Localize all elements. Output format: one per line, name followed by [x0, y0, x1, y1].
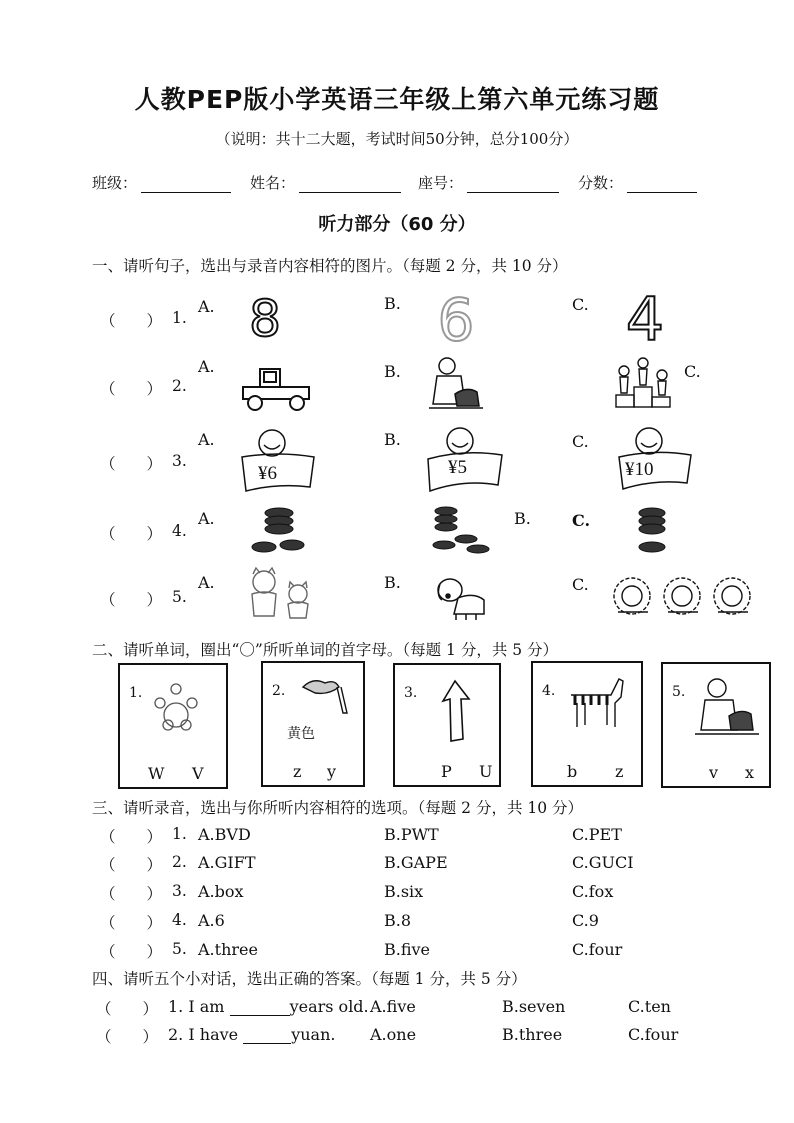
s4-q1-stem	[168, 997, 369, 1016]
s4-q1-blank[interactable]	[230, 999, 290, 1016]
score-blank[interactable]	[627, 176, 697, 193]
s2-item1-num: 1.	[129, 685, 143, 701]
s3-q4-num: 4.	[172, 911, 187, 929]
s4-q2-b[interactable]: B.three	[502, 1025, 563, 1044]
money-sign-b[interactable]	[424, 425, 506, 497]
s3-q1-paren[interactable]: （ ）	[100, 828, 163, 846]
s3-q3-paren[interactable]: （ ）	[100, 885, 163, 903]
s1-q1-b-label: B.	[384, 294, 401, 313]
instructions: （说明：共十二大题，考试时间50分钟，总分100分）	[215, 130, 579, 148]
s1-q4-paren[interactable]: （ ）	[100, 525, 163, 543]
section4-title: 四、请听五个小对话，选出正确的答案。（每题 1 分，共 5 分）	[92, 970, 527, 988]
s2-item4-letter-1[interactable]: b	[567, 762, 578, 781]
s1-q2-b-label: B.	[384, 362, 401, 381]
section2-title: 二、请听单词，圈出“〇”所听单词的首字母。（每题 1 分，共 5 分）	[92, 641, 559, 659]
s1-q4-b-label: B.	[514, 509, 531, 528]
s2-item4-letter-2[interactable]: z	[615, 762, 624, 781]
s1-q2-num: 2.	[172, 377, 187, 395]
s1-q1-num: 1.	[172, 309, 187, 327]
s4-q1-b[interactable]: B.seven	[502, 997, 566, 1016]
s4-q2-stem-after: yuan.	[291, 1025, 336, 1044]
svg-text:6: 6	[437, 290, 475, 346]
s1-q1-a-label: A.	[198, 297, 215, 316]
six-coins-icon[interactable]	[430, 503, 492, 557]
s2-item3-letter-2[interactable]: U	[479, 762, 493, 781]
name-label: 姓名：	[250, 174, 296, 192]
s3-q5-paren[interactable]: （ ）	[100, 943, 163, 961]
s3-q2-a[interactable]: A.GIFT	[198, 853, 256, 872]
s3-q2-b[interactable]: B.GAPE	[384, 853, 448, 872]
s2-item4-box[interactable]	[531, 661, 643, 787]
s4-q1-stem-before: 1. I am	[168, 997, 230, 1016]
s4-q2-stem-before: 2. I have	[168, 1025, 244, 1044]
money-c-text: ¥10	[625, 459, 654, 480]
s1-q4-c-label: C.	[572, 511, 591, 530]
s1-q3-paren[interactable]: （ ）	[100, 455, 163, 473]
dog-icon[interactable]	[434, 574, 492, 624]
s2-item1-letter-2[interactable]: V	[192, 764, 204, 783]
s1-q2-a-label: A.	[198, 357, 215, 376]
s3-q5-num: 5.	[172, 940, 187, 958]
number-4-icon[interactable]	[620, 288, 670, 346]
s3-q2-c[interactable]: C.GUCI	[572, 853, 634, 872]
s4-q1-a[interactable]: A.five	[370, 997, 416, 1016]
s4-q1-c[interactable]: C.ten	[628, 997, 671, 1016]
s2-item3-letter-1[interactable]: P	[441, 762, 452, 781]
s2-item5-box[interactable]	[661, 662, 771, 788]
s1-q5-paren[interactable]: （ ）	[100, 591, 163, 609]
s1-q5-num: 5.	[172, 588, 187, 606]
s1-q1-c-label: C.	[572, 295, 589, 314]
s3-q5-a[interactable]: A.three	[198, 940, 258, 959]
s2-item5-num: 5.	[672, 684, 686, 700]
s4-q1-stem-after: years old.	[289, 997, 369, 1016]
section3-title: 三、请听录音，选出与你所听内容相符的选项。（每题 2 分，共 10 分）	[92, 799, 584, 817]
five-coins-icon[interactable]	[250, 503, 308, 557]
s1-q3-num: 3.	[172, 452, 187, 470]
s2-item2-box[interactable]	[261, 661, 365, 787]
class-label: 班级：	[92, 174, 138, 192]
yellow-caption: 黄色	[287, 726, 315, 742]
section1-title: 一、请听句子，选出与录音内容相符的图片。（每题 2 分，共 10 分）	[92, 257, 568, 275]
children-circle-icon	[150, 683, 202, 743]
money-a-text: ¥6	[258, 463, 277, 484]
up-arrow-icon	[441, 679, 471, 743]
s3-q2-num: 2.	[172, 853, 187, 871]
s4-q2-paren[interactable]: （ ）	[96, 1028, 159, 1046]
truck-icon[interactable]	[240, 365, 314, 415]
class-field[interactable]	[92, 172, 231, 193]
s3-q3-a[interactable]: A.box	[198, 882, 244, 901]
money-sign-c[interactable]	[615, 425, 697, 497]
s1-q3-b-label: B.	[384, 430, 401, 449]
s3-q3-c[interactable]: C.fox	[572, 882, 614, 901]
s1-q1-paren[interactable]: （ ）	[100, 312, 163, 330]
tiger-and-cat-icon[interactable]	[236, 566, 322, 622]
s3-q4-c[interactable]: C.9	[572, 911, 599, 930]
s2-item2-letter-1[interactable]: z	[293, 762, 302, 781]
s1-q4-a-label: A.	[198, 509, 215, 528]
s4-q1-paren[interactable]: （ ）	[96, 1000, 159, 1018]
seat-blank[interactable]	[467, 176, 559, 193]
seat-label: 座号：	[418, 174, 464, 192]
money-sign-a[interactable]	[238, 425, 320, 497]
s1-q4-num: 4.	[172, 522, 187, 540]
s1-q5-b-label: B.	[384, 573, 401, 592]
class-blank[interactable]	[141, 176, 231, 193]
four-coins-icon[interactable]	[620, 503, 680, 557]
s1-q2-c-label: C.	[684, 362, 701, 381]
name-field[interactable]	[250, 172, 401, 193]
s2-item3-box[interactable]	[393, 663, 501, 787]
s3-q5-b[interactable]: B.five	[384, 940, 431, 959]
s3-q3-b[interactable]: B.six	[384, 882, 424, 901]
money-b-text: ¥5	[448, 457, 467, 478]
s4-q2-stem	[168, 1025, 335, 1044]
paintbrush-icon	[299, 673, 351, 721]
s3-q1-num: 1.	[172, 825, 187, 843]
s4-q2-a[interactable]: A.one	[370, 1025, 417, 1044]
s3-q2-paren[interactable]: （ ）	[100, 856, 163, 874]
s3-q4-b[interactable]: B.8	[384, 911, 412, 930]
zebra-icon	[563, 673, 627, 731]
s4-q2-blank[interactable]	[243, 1027, 291, 1044]
s2-item2-letter-2[interactable]: y	[327, 762, 337, 781]
s2-item5-letter-1[interactable]: v	[709, 763, 719, 782]
name-blank[interactable]	[299, 176, 401, 193]
score-label: 分数：	[578, 174, 624, 192]
s2-item3-num: 3.	[404, 685, 418, 701]
s1-q3-c-label: C.	[572, 432, 589, 451]
s4-q2-c[interactable]: C.four	[628, 1025, 679, 1044]
s2-item5-letter-2[interactable]: x	[745, 763, 755, 782]
s3-q4-a[interactable]: A.6	[198, 911, 225, 930]
s2-item2-num: 2.	[272, 683, 286, 699]
s1-q5-c-label: C.	[572, 575, 589, 594]
score-field[interactable]	[578, 172, 697, 193]
boy-with-sign-icon	[238, 425, 320, 497]
s2-item4-num: 4.	[542, 683, 556, 699]
svg-text:8: 8	[249, 292, 281, 342]
s3-q1-b[interactable]: B.PWT	[384, 825, 439, 844]
s2-item1-letter-1[interactable]: W	[148, 764, 165, 783]
listening-section-title: 听力部分（60 分）	[318, 214, 476, 235]
s3-q1-a[interactable]: A.BVD	[198, 825, 251, 844]
s3-q4-paren[interactable]: （ ）	[100, 914, 163, 932]
doctor-with-dog-icon[interactable]	[425, 354, 485, 414]
s3-q3-num: 3.	[172, 882, 187, 900]
s3-q1-c[interactable]: C.PET	[572, 825, 622, 844]
number-6-icon[interactable]	[430, 290, 482, 346]
s1-q2-paren[interactable]: （ ）	[100, 380, 163, 398]
svg-text:4: 4	[625, 288, 665, 346]
seat-field[interactable]	[418, 172, 559, 193]
s1-q3-a-label: A.	[198, 430, 215, 449]
s1-q5-a-label: A.	[198, 573, 215, 592]
number-8-icon[interactable]	[244, 292, 286, 342]
page-title: 人教PEP版小学英语三年级上第六单元练习题	[134, 85, 660, 114]
vet-with-dog-icon	[693, 676, 761, 738]
winners-podium-icon[interactable]	[612, 355, 674, 411]
s3-q5-c[interactable]: C.four	[572, 940, 623, 959]
s2-item1-box[interactable]	[118, 663, 228, 789]
three-lions-icon[interactable]	[608, 572, 758, 624]
